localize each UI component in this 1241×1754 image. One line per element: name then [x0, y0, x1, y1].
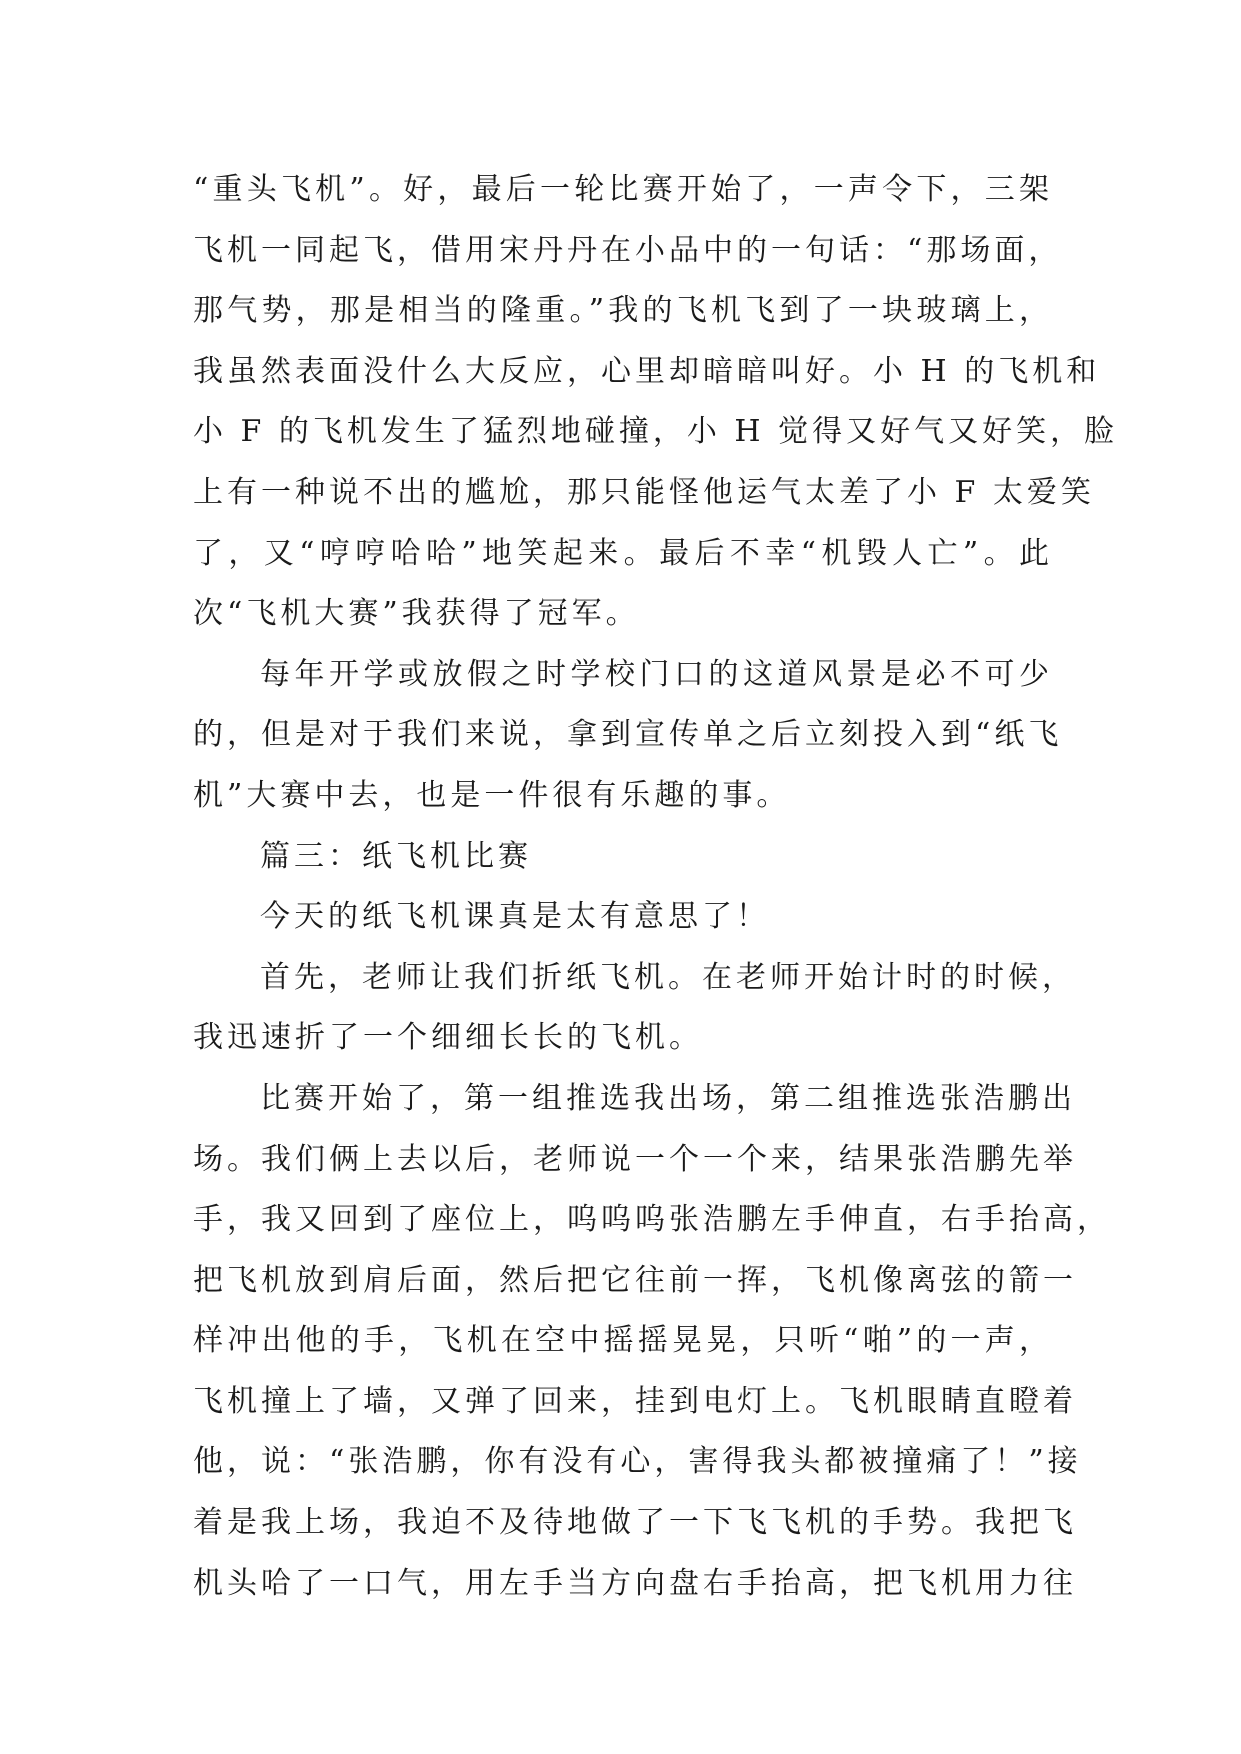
paragraph-first-line: 今天的纸飞机课真是太有意思了！ [260, 899, 770, 935]
text-line: 把飞机放到肩后面，然后把它往前一挥，飞机像离弦的箭一 [193, 1262, 1077, 1298]
text-line: 上有一种说不出的尴尬，那只能怪他运气太差了小 F 太爱笑 [193, 474, 1095, 510]
paragraph-first-line: 比赛开始了，第一组推选我出场，第二组推选张浩鹏出 [260, 1080, 1076, 1116]
text-line: 我迅速折了一个细细长长的飞机。 [193, 1020, 703, 1056]
text-line: 我虽然表面没什么大反应，心里却暗暗叫好。小 H 的飞机和 [193, 353, 1101, 389]
text-line: “重头飞机”。好，最后一轮比赛开始了，一声令下，三架 [193, 172, 1053, 207]
text-line: 手，我又回到了座位上，呜呜呜张浩鹏左手伸直，右手抬高， [193, 1202, 1111, 1238]
text-line: 他，说：“张浩鹏，你有没有心，害得我头都被撞痛了！”接 [193, 1444, 1082, 1480]
text-line: 的，但是对于我们来说，拿到宣传单之后立刻投入到“纸飞 [193, 717, 1063, 753]
paragraph-first-line: 首先，老师让我们折纸飞机。在老师开始计时的时候， [260, 959, 1076, 995]
text-line: 了，又“哼哼哈哈”地笑起来。最后不幸“机毁人亡”。此 [193, 535, 1053, 571]
paragraph-first-line: 每年开学或放假之时学校门口的这道风景是必不可少 [260, 656, 1053, 692]
text-line: 次“飞机大赛”我获得了冠军。 [193, 596, 640, 632]
document-body [193, 160, 1119, 1614]
text-line: 那气势，那是相当的隆重。”我的飞机飞到了一块玻璃上， [193, 293, 1053, 329]
text-line: 飞机一同起飞，借用宋丹丹在小品中的一句话：“那场面， [193, 232, 1063, 268]
text-line: 样冲出他的手，飞机在空中摇摇晃晃，只听“啪”的一声， [193, 1323, 1053, 1359]
text-line: 机”大赛中去，也是一件很有乐趣的事。 [193, 777, 791, 813]
text-line: 着是我上场，我迫不及待地做了一下飞飞机的手势。我把飞 [193, 1505, 1077, 1541]
text-line: 飞机撞上了墙，又弹了回来，挂到电灯上。飞机眼睛直瞪着 [193, 1383, 1077, 1419]
text-line: 小 F 的飞机发生了猛烈地碰撞，小 H 觉得又好气又好笑，脸 [193, 414, 1119, 450]
section-heading: 篇三：纸飞机比赛 [260, 838, 532, 874]
text-line: 场。我们俩上去以后，老师说一个一个来，结果张浩鹏先举 [193, 1141, 1077, 1177]
text-line: 机头哈了一口气，用左手当方向盘右手抬高，把飞机用力往 [193, 1565, 1077, 1601]
